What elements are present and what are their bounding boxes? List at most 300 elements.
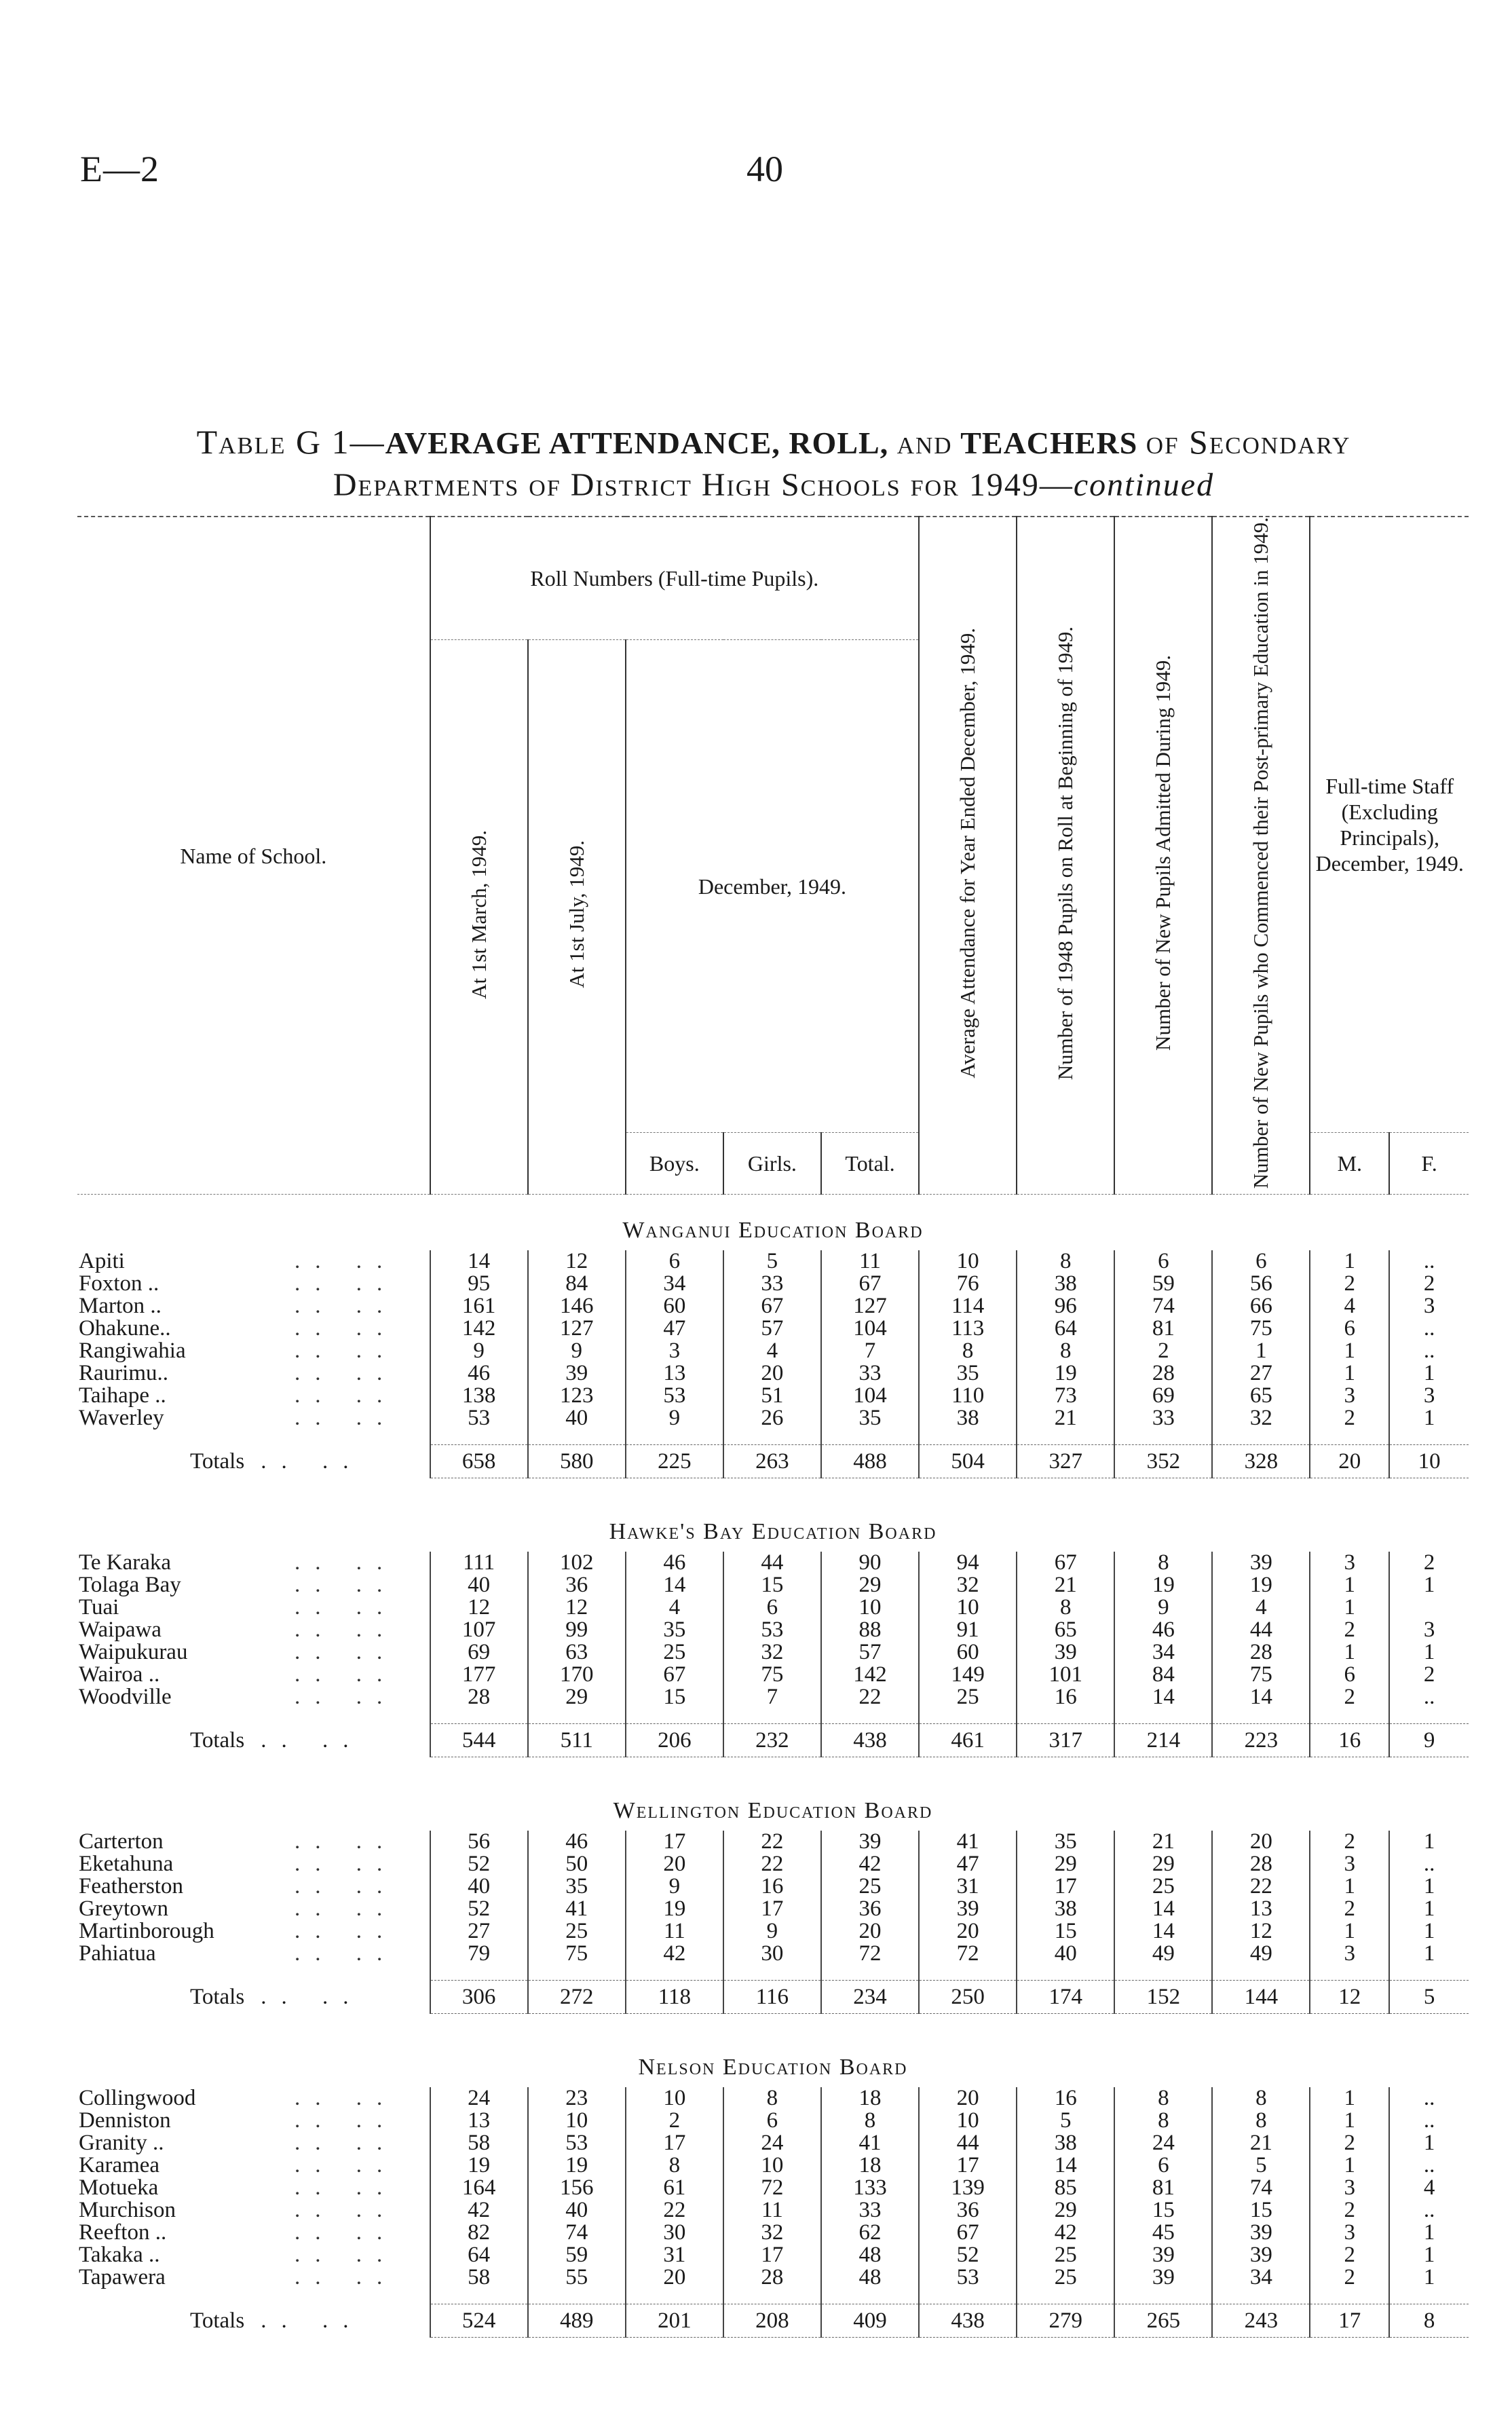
cell-total: 104 (821, 1385, 919, 1407)
cell-staff-f: 3 (1389, 1295, 1469, 1317)
cell-boys: 67 (626, 1664, 723, 1686)
cell-staff-m: 2 (1310, 1686, 1389, 1708)
cell-staff-m: 6 (1310, 1317, 1389, 1340)
cell-pupils-1948: 29 (1017, 2199, 1114, 2222)
cell-total: 104 (821, 1317, 919, 1340)
cell-staff-m: 2 (1310, 1619, 1389, 1641)
cell-new-pupils: 21 (1114, 1831, 1212, 1853)
cell-total: 35 (821, 1407, 919, 1429)
cell-staff-m: 1 (1310, 1340, 1389, 1362)
header-1948-pupils: Number of 1948 Pupils on Roll at Beginning of 1949. (1017, 517, 1114, 1195)
cell-boys: 8 (626, 2154, 723, 2177)
table-title (81, 421, 1466, 506)
cell-staff-m: 2 (1310, 2244, 1389, 2266)
cell-staff-f: .. (1389, 2110, 1469, 2132)
cell-avg-attendance: 44 (919, 2132, 1017, 2154)
board-heading (77, 1195, 1469, 1251)
cell-march: 40 (430, 1875, 528, 1898)
cell-staff-m: 3 (1310, 1853, 1389, 1875)
cell-total: 72 (821, 1943, 919, 1965)
cell-pupils-1948: 19 (1017, 1362, 1114, 1385)
table-row (77, 1552, 1469, 1574)
total-girls: 263 (723, 1445, 821, 1478)
spacer-row (77, 1429, 1469, 1445)
cell-july: 35 (528, 1875, 626, 1898)
title-and: and (896, 423, 953, 461)
cell-staff-m: 2 (1310, 2266, 1389, 2289)
cell-girls: 22 (723, 1853, 821, 1875)
cell-girls: 15 (723, 1574, 821, 1596)
header-post-primary: Number of New Pupils who Commenced their Post-primary Education in 1949. (1212, 517, 1310, 1195)
cell-total: 18 (821, 2154, 919, 2177)
cell-avg-attendance: 139 (919, 2177, 1017, 2199)
title-bold-2: TEACHERS (960, 426, 1138, 460)
table-row (77, 1362, 1469, 1385)
cell-total: 33 (821, 1362, 919, 1385)
cell-july: 19 (528, 2154, 626, 2177)
cell-girls: 67 (723, 1295, 821, 1317)
table-row (77, 1385, 1469, 1407)
cell-school: Martinborough .. .. (79, 1920, 398, 1943)
cell-post-primary: 65 (1212, 1385, 1310, 1407)
cell-school: Eketahuna .. .. (79, 1853, 398, 1876)
cell-post-primary: 20 (1212, 1831, 1310, 1853)
total-pupils-1948: 279 (1017, 2304, 1114, 2338)
cell-avg-attendance: 20 (919, 2087, 1017, 2110)
cell-girls: 26 (723, 1407, 821, 1429)
cell-school: Greytown .. .. (79, 1898, 398, 1921)
table-row (77, 1943, 1469, 1965)
cell-avg-attendance: 32 (919, 1574, 1017, 1596)
total-avg-attendance: 461 (919, 1724, 1017, 1757)
cell-staff-f (1389, 1596, 1469, 1619)
total-march: 544 (430, 1724, 528, 1757)
cell-pupils-1948: 35 (1017, 1831, 1114, 1853)
cell-total: 48 (821, 2244, 919, 2266)
header-new-pupils: Number of New Pupils Admitted During 1949. (1114, 517, 1212, 1195)
cell-july: 50 (528, 1853, 626, 1875)
cell-avg-attendance: 76 (919, 1273, 1017, 1295)
spacer-row (77, 1965, 1469, 1981)
cell-post-primary: 8 (1212, 2110, 1310, 2132)
cell-school: Raurimu.. .. .. (79, 1362, 398, 1385)
cell-pupils-1948: 5 (1017, 2110, 1114, 2132)
cell-avg-attendance: 94 (919, 1552, 1017, 1574)
table-row (77, 2244, 1469, 2266)
cell-girls: 75 (723, 1664, 821, 1686)
cell-girls: 16 (723, 1875, 821, 1898)
cell-total: 42 (821, 1853, 919, 1875)
cell-pupils-1948: 96 (1017, 1295, 1114, 1317)
cell-staff-m: 3 (1310, 2177, 1389, 2199)
total-staff-f: 10 (1389, 1445, 1469, 1478)
board-heading (77, 2032, 1469, 2087)
cell-post-primary: 1 (1212, 1340, 1310, 1362)
cell-total: 8 (821, 2110, 919, 2132)
cell-new-pupils: 33 (1114, 1407, 1212, 1429)
cell-july: 146 (528, 1295, 626, 1317)
cell-total: 62 (821, 2222, 919, 2244)
cell-boys: 34 (626, 1273, 723, 1295)
cell-staff-m: 2 (1310, 2199, 1389, 2222)
title-continued: continued (1073, 467, 1215, 503)
cell-staff-m: 2 (1310, 1898, 1389, 1920)
table-header (77, 517, 1469, 1195)
cell-boys: 22 (626, 2199, 723, 2222)
cell-new-pupils: 49 (1114, 1943, 1212, 1965)
table-row (77, 1686, 1469, 1708)
cell-boys: 2 (626, 2110, 723, 2132)
cell-staff-f: 1 (1389, 1875, 1469, 1898)
cell-staff-f: .. (1389, 2199, 1469, 2222)
cell-avg-attendance: 41 (919, 1831, 1017, 1853)
cell-school: Waipawa .. .. (79, 1619, 398, 1642)
cell-july: 25 (528, 1920, 626, 1943)
cell-girls: 17 (723, 2244, 821, 2266)
cell-march: 40 (430, 1574, 528, 1596)
cell-july: 99 (528, 1619, 626, 1641)
cell-july: 127 (528, 1317, 626, 1340)
table-row (77, 1295, 1469, 1317)
cell-post-primary: 34 (1212, 2266, 1310, 2289)
cell-march: 138 (430, 1385, 528, 1407)
cell-boys: 15 (626, 1686, 723, 1708)
cell-school: Apiti .. .. (79, 1250, 398, 1273)
table-row (77, 1664, 1469, 1686)
total-pupils-1948: 327 (1017, 1445, 1114, 1478)
cell-new-pupils: 46 (1114, 1619, 1212, 1641)
cell-post-primary: 27 (1212, 1362, 1310, 1385)
cell-staff-m: 1 (1310, 1362, 1389, 1385)
cell-avg-attendance: 67 (919, 2222, 1017, 2244)
header-boys: Boys. (626, 1133, 723, 1195)
cell-new-pupils: 14 (1114, 1920, 1212, 1943)
cell-march: 95 (430, 1273, 528, 1295)
total-total: 409 (821, 2304, 919, 2338)
total-new-pupils: 265 (1114, 2304, 1212, 2338)
cell-total: 67 (821, 1273, 919, 1295)
cell-new-pupils: 14 (1114, 1686, 1212, 1708)
cell-pupils-1948: 16 (1017, 2087, 1114, 2110)
cell-post-primary: 39 (1212, 1552, 1310, 1574)
cell-school: Granity .. .. .. (79, 2132, 398, 2155)
cell-school: Takaka .. .. .. (79, 2244, 398, 2267)
cell-school: Tolaga Bay .. .. (79, 1574, 398, 1597)
table-row (77, 2177, 1469, 2199)
cell-boys: 25 (626, 1641, 723, 1664)
cell-march: 52 (430, 1853, 528, 1875)
cell-pupils-1948: 38 (1017, 2132, 1114, 2154)
cell-post-primary: 75 (1212, 1664, 1310, 1686)
cell-avg-attendance: 17 (919, 2154, 1017, 2177)
total-july: 511 (528, 1724, 626, 1757)
cell-july: 10 (528, 2110, 626, 2132)
table-row (77, 1875, 1469, 1898)
cell-staff-m: 2 (1310, 1831, 1389, 1853)
cell-new-pupils: 25 (1114, 1875, 1212, 1898)
cell-july: 46 (528, 1831, 626, 1853)
cell-staff-m: 3 (1310, 1552, 1389, 1574)
cell-avg-attendance: 8 (919, 1340, 1017, 1362)
cell-pupils-1948: 39 (1017, 1641, 1114, 1664)
total-post-primary: 243 (1212, 2304, 1310, 2338)
cell-pupils-1948: 101 (1017, 1664, 1114, 1686)
cell-staff-f: 1 (1389, 1574, 1469, 1596)
total-staff-m: 16 (1310, 1724, 1389, 1757)
cell-boys: 46 (626, 1552, 723, 1574)
total-post-primary: 223 (1212, 1724, 1310, 1757)
cell-new-pupils: 39 (1114, 2266, 1212, 2289)
cell-boys: 3 (626, 1340, 723, 1362)
table-row (77, 2266, 1469, 2289)
board-heading (77, 1496, 1469, 1552)
cell-post-primary: 39 (1212, 2244, 1310, 2266)
cell-march: 19 (430, 2154, 528, 2177)
cell-girls: 6 (723, 1596, 821, 1619)
total-boys: 201 (626, 2304, 723, 2338)
cell-girls: 28 (723, 2266, 821, 2289)
cell-new-pupils: 6 (1114, 1250, 1212, 1273)
cell-july: 53 (528, 2132, 626, 2154)
total-school: Totals .. .. (190, 1728, 364, 1753)
cell-staff-f: 4 (1389, 2177, 1469, 2199)
cell-school: Waipukurau .. .. (79, 1641, 398, 1664)
header-march: At 1st March, 1949. (430, 640, 528, 1195)
cell-march: 161 (430, 1295, 528, 1317)
cell-new-pupils: 2 (1114, 1340, 1212, 1362)
cell-march: 56 (430, 1831, 528, 1853)
cell-girls: 72 (723, 2177, 821, 2199)
page-number: 40 (746, 149, 783, 189)
cell-girls: 32 (723, 2222, 821, 2244)
cell-pupils-1948: 15 (1017, 1920, 1114, 1943)
cell-school: Marton .. .. .. (79, 1295, 398, 1318)
cell-staff-f: 1 (1389, 1920, 1469, 1943)
cell-avg-attendance: 36 (919, 2199, 1017, 2222)
cell-pupils-1948: 40 (1017, 1943, 1114, 1965)
total-new-pupils: 352 (1114, 1445, 1212, 1478)
cell-march: 14 (430, 1250, 528, 1273)
cell-new-pupils: 81 (1114, 1317, 1212, 1340)
table-body (77, 1195, 1469, 2338)
cell-school: Pahiatua .. .. (79, 1943, 398, 1966)
total-total: 488 (821, 1445, 919, 1478)
total-march: 658 (430, 1445, 528, 1478)
cell-march: 46 (430, 1362, 528, 1385)
cell-avg-attendance: 114 (919, 1295, 1017, 1317)
board-name: Hawke's Bay Education Board (609, 1519, 937, 1545)
spacer-row (77, 1708, 1469, 1724)
cell-boys: 13 (626, 1362, 723, 1385)
cell-school: Tuai .. .. (79, 1596, 398, 1620)
cell-staff-m: 1 (1310, 1920, 1389, 1943)
total-march: 306 (430, 1981, 528, 2014)
header-staff-m: M. (1310, 1133, 1389, 1195)
total-pupils-1948: 317 (1017, 1724, 1114, 1757)
cell-boys: 47 (626, 1317, 723, 1340)
cell-avg-attendance: 60 (919, 1641, 1017, 1664)
cell-girls: 8 (723, 2087, 821, 2110)
cell-total: 36 (821, 1898, 919, 1920)
cell-new-pupils: 28 (1114, 1362, 1212, 1385)
cell-staff-f: 1 (1389, 1831, 1469, 1853)
cell-avg-attendance: 113 (919, 1317, 1017, 1340)
cell-july: 59 (528, 2244, 626, 2266)
total-staff-f: 5 (1389, 1981, 1469, 2014)
cell-new-pupils: 14 (1114, 1898, 1212, 1920)
cell-post-primary: 44 (1212, 1619, 1310, 1641)
cell-new-pupils: 8 (1114, 1552, 1212, 1574)
cell-girls: 53 (723, 1619, 821, 1641)
cell-staff-m: 3 (1310, 1385, 1389, 1407)
cell-pupils-1948: 38 (1017, 1898, 1114, 1920)
cell-post-primary: 66 (1212, 1295, 1310, 1317)
total-avg-attendance: 438 (919, 2304, 1017, 2338)
cell-avg-attendance: 10 (919, 2110, 1017, 2132)
totals-row (77, 1724, 1469, 1757)
board-heading (77, 1775, 1469, 1831)
cell-staff-m: 2 (1310, 2132, 1389, 2154)
cell-july: 55 (528, 2266, 626, 2289)
cell-july: 36 (528, 1574, 626, 1596)
cell-post-primary: 22 (1212, 1875, 1310, 1898)
cell-pupils-1948: 29 (1017, 1853, 1114, 1875)
spacer-row (77, 2289, 1469, 2304)
cell-staff-m: 6 (1310, 1664, 1389, 1686)
cell-july: 23 (528, 2087, 626, 2110)
cell-avg-attendance: 110 (919, 1385, 1017, 1407)
cell-july: 156 (528, 2177, 626, 2199)
cell-staff-m: 2 (1310, 1407, 1389, 1429)
cell-post-primary: 14 (1212, 1686, 1310, 1708)
total-girls: 116 (723, 1981, 821, 2014)
cell-boys: 61 (626, 2177, 723, 2199)
cell-pupils-1948: 21 (1017, 1407, 1114, 1429)
cell-total: 133 (821, 2177, 919, 2199)
cell-avg-attendance: 38 (919, 1407, 1017, 1429)
total-post-primary: 144 (1212, 1981, 1310, 2014)
table-row (77, 1574, 1469, 1596)
cell-pupils-1948: 21 (1017, 1574, 1114, 1596)
title-line-2: Departments of District High Schools for 1949— (333, 467, 1074, 503)
total-july: 580 (528, 1445, 626, 1478)
cell-post-primary: 13 (1212, 1898, 1310, 1920)
cell-total: 142 (821, 1664, 919, 1686)
cell-school: Wairoa .. .. .. (79, 1664, 398, 1687)
cell-post-primary: 15 (1212, 2199, 1310, 2222)
cell-school: Murchison .. .. (79, 2199, 398, 2222)
cell-new-pupils: 59 (1114, 1273, 1212, 1295)
total-total: 438 (821, 1724, 919, 1757)
title-rest: of Secondary (1146, 423, 1351, 461)
cell-july: 63 (528, 1641, 626, 1664)
cell-total: 20 (821, 1920, 919, 1943)
cell-staff-f: 1 (1389, 1898, 1469, 1920)
table-row (77, 1273, 1469, 1295)
cell-girls: 10 (723, 2154, 821, 2177)
cell-total: 39 (821, 1831, 919, 1853)
cell-total: 90 (821, 1552, 919, 1574)
cell-school: Collingwood .. .. (79, 2087, 398, 2110)
cell-avg-attendance: 53 (919, 2266, 1017, 2289)
cell-staff-m: 1 (1310, 1596, 1389, 1619)
cell-boys: 31 (626, 2244, 723, 2266)
header-girls: Girls. (723, 1133, 821, 1195)
cell-staff-m: 4 (1310, 1295, 1389, 1317)
cell-pupils-1948: 38 (1017, 1273, 1114, 1295)
cell-march: 69 (430, 1641, 528, 1664)
cell-july: 102 (528, 1552, 626, 1574)
cell-july: 40 (528, 2199, 626, 2222)
cell-staff-f: 1 (1389, 2222, 1469, 2244)
cell-total: 33 (821, 2199, 919, 2222)
cell-boys: 4 (626, 1596, 723, 1619)
cell-staff-m: 2 (1310, 1273, 1389, 1295)
total-new-pupils: 152 (1114, 1981, 1212, 2014)
cell-new-pupils: 74 (1114, 1295, 1212, 1317)
cell-school: Tapawera .. .. (79, 2266, 398, 2289)
total-total: 234 (821, 1981, 919, 2014)
cell-march: 9 (430, 1340, 528, 1362)
cell-post-primary: 56 (1212, 1273, 1310, 1295)
total-staff-f: 9 (1389, 1724, 1469, 1757)
cell-post-primary: 28 (1212, 1641, 1310, 1664)
cell-avg-attendance: 35 (919, 1362, 1017, 1385)
cell-march: 64 (430, 2244, 528, 2266)
cell-post-primary: 8 (1212, 2087, 1310, 2110)
cell-boys: 6 (626, 1250, 723, 1273)
cell-boys: 10 (626, 2087, 723, 2110)
cell-boys: 35 (626, 1619, 723, 1641)
cell-staff-m: 1 (1310, 1574, 1389, 1596)
total-march: 524 (430, 2304, 528, 2338)
cell-july: 75 (528, 1943, 626, 1965)
cell-march: 53 (430, 1407, 528, 1429)
cell-pupils-1948: 8 (1017, 1250, 1114, 1273)
cell-new-pupils: 34 (1114, 1641, 1212, 1664)
total-boys: 206 (626, 1724, 723, 1757)
cell-boys: 17 (626, 2132, 723, 2154)
cell-girls: 9 (723, 1920, 821, 1943)
total-july: 489 (528, 2304, 626, 2338)
cell-staff-f: 1 (1389, 1943, 1469, 1965)
cell-boys: 53 (626, 1385, 723, 1407)
cell-new-pupils: 6 (1114, 2154, 1212, 2177)
cell-new-pupils: 9 (1114, 1596, 1212, 1619)
cell-staff-m: 1 (1310, 2087, 1389, 2110)
cell-post-primary: 4 (1212, 1596, 1310, 1619)
cell-boys: 14 (626, 1574, 723, 1596)
cell-staff-f: .. (1389, 2154, 1469, 2177)
cell-staff-f: 1 (1389, 2132, 1469, 2154)
cell-school: Featherston .. .. (79, 1875, 398, 1898)
total-july: 272 (528, 1981, 626, 2014)
table-row (77, 1831, 1469, 1853)
cell-staff-f: .. (1389, 1340, 1469, 1362)
cell-total: 10 (821, 1596, 919, 1619)
cell-staff-f: .. (1389, 2087, 1469, 2110)
title-bold-1: AVERAGE ATTENDANCE, ROLL, (385, 426, 889, 460)
total-avg-attendance: 504 (919, 1445, 1017, 1478)
cell-march: 111 (430, 1552, 528, 1574)
table-row (77, 2199, 1469, 2222)
cell-march: 12 (430, 1596, 528, 1619)
cell-post-primary: 39 (1212, 2222, 1310, 2244)
cell-new-pupils: 8 (1114, 2110, 1212, 2132)
cell-avg-attendance: 31 (919, 1875, 1017, 1898)
cell-pupils-1948: 8 (1017, 1596, 1114, 1619)
total-staff-f: 8 (1389, 2304, 1469, 2338)
